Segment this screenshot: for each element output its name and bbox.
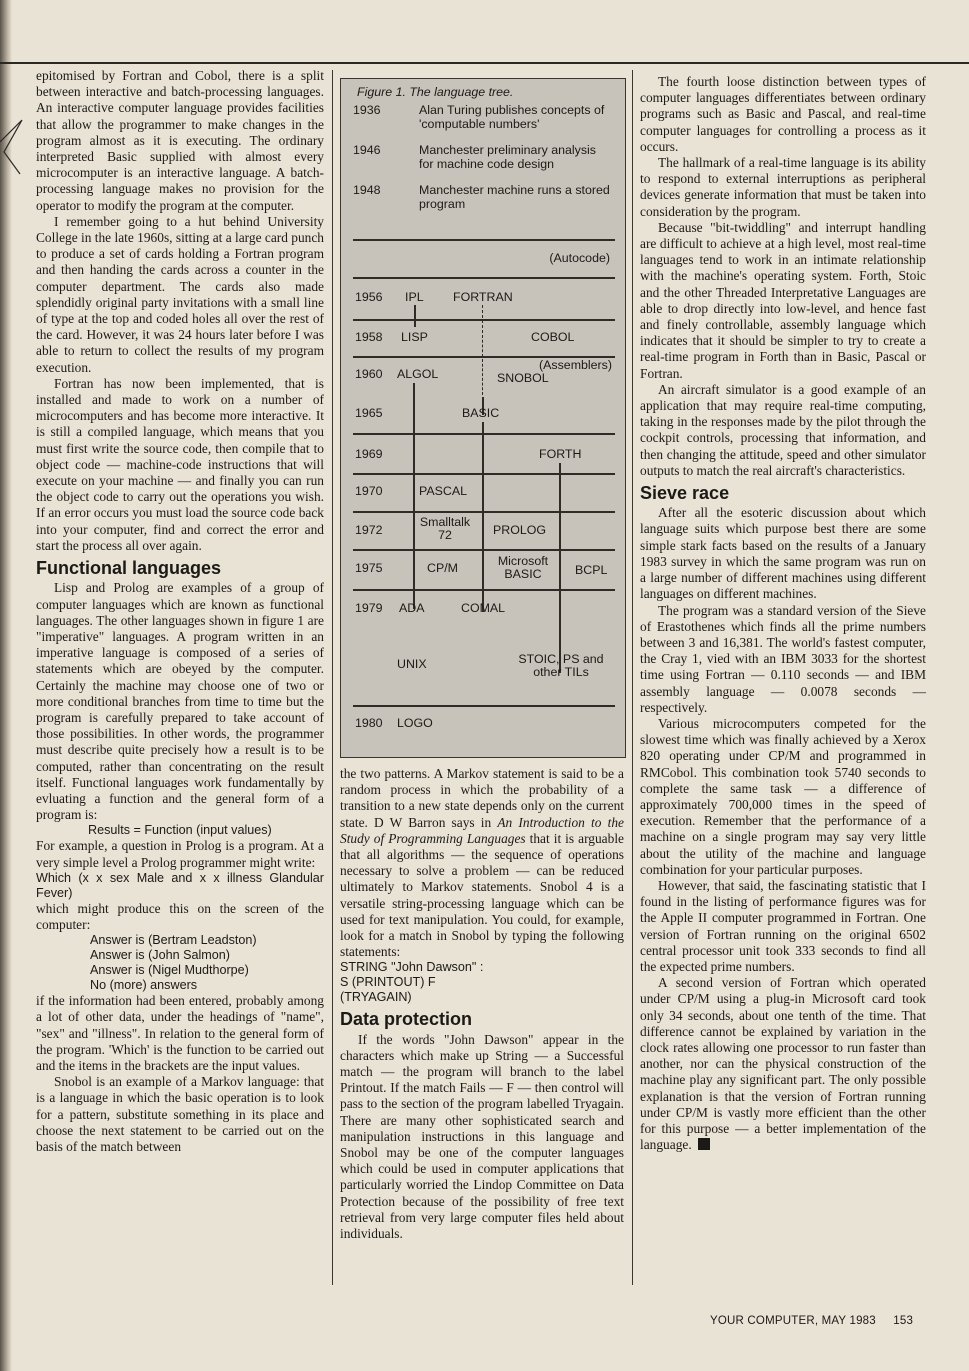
node-fortran: FORTRAN <box>453 290 513 304</box>
history-event: Manchester preliminary analysis for machine code design <box>419 143 596 171</box>
answer-line: No (more) answers <box>90 978 198 993</box>
year-1975: 1975 <box>355 561 383 575</box>
smalltalk-name: Smalltalk <box>419 515 471 529</box>
year-1969: 1969 <box>355 447 383 461</box>
history-event: Manchester machine runs a stored program <box>419 183 610 211</box>
paragraph-text: A second version of Fortran which operated under CP/M using a plug-in Microsoft card took only 34 seconds, about one tenth of the time. That difference cannot be explained by variation in the clock rates allowing one processor to run faster than another, nor can the physical construction of the machine play any significant part. The only possible explanation is that the version of Fortran running under CP/M is vastly more efficient than the other for this purpose — a better implementation of the language. <box>640 975 926 1153</box>
paragraph: Fortran has now been implemented, that is installed and made to work on a number of microcomputers and has become more interactive. It is still a compiled language, which means that you must first write the source code, then compile that to object code — machine-code instructions that will execute on your machine — and finally you can run the object code to carry out the operations you wish. If an error occurs you must load the source code back into your computer, find and correct the error and start the process all over again. <box>36 375 324 553</box>
magazine-name: YOUR COMPUTER, MAY 1983 <box>710 1315 876 1327</box>
smalltalk-version: 72 <box>438 528 452 542</box>
paragraph: The fourth loose distinction between types of computer languages differentiates between ordinary programs such as Basic and Pascal, and real-time computer languages for controlling a process as it occurs. <box>640 74 926 154</box>
branch-line <box>559 463 561 673</box>
column-middle <box>340 766 624 1242</box>
history-year: 1948 <box>353 183 381 197</box>
history-year: 1946 <box>353 143 381 157</box>
answer-line: Answer is (Nigel Mudthorpe) <box>90 963 249 978</box>
paragraph: Snobol is an example of a Markov language: that is a language in which the basic operation is to look for a pattern, substitute something in its place and choose the next statement to be carried out on the basis of the match between <box>36 1074 324 1154</box>
code-line: S (PRINTOUT) F <box>340 975 436 990</box>
history-year: 1936 <box>353 103 381 117</box>
page-number: 153 <box>893 1315 914 1327</box>
paragraph: Lisp and Prolog are examples of a group of computer languages which are known as functional languages. The other languages shown in figure 1 are "imperative" languages. A program written in an imperative language is composed of a series of statements which are obeyed by the computer. Certainly the machine may choose one of two or more conditional branches from time to time but the program is carefully prepared to take account of those possibilities. In other words, the programmer must describe quite precisely how a result is to be computed, rather than concentrating on the result itself. Functional languages work fundamentally by evluating a function and the general form of a program is: <box>36 580 324 823</box>
stoic-line2: other TILs <box>533 665 589 679</box>
microsoft-basic-line1: Microsoft <box>497 554 549 568</box>
section-heading-data-protection: Data protection <box>340 1009 473 1030</box>
branch-line <box>414 305 416 327</box>
tree-diagram <box>341 79 624 756</box>
year-1980: 1980 <box>355 716 383 730</box>
top-rule <box>0 62 969 64</box>
code-line: (TRYAGAIN) <box>340 990 412 1005</box>
node-logo: LOGO <box>397 716 433 730</box>
node-lisp: LISP <box>401 330 428 344</box>
year-1956: 1956 <box>355 290 383 304</box>
rule <box>353 705 615 707</box>
node-algol: ALGOL <box>397 367 439 381</box>
node-stoic <box>511 653 611 679</box>
node-ada: ADA <box>399 601 425 615</box>
pencil-mark-icon <box>0 112 30 192</box>
code-line: STRING "John Dawson" : <box>340 960 484 975</box>
node-cobol: COBOL <box>531 330 575 344</box>
branch-line <box>482 335 483 357</box>
column-divider <box>332 70 333 1285</box>
history-event: Alan Turing publishes concepts of 'computable numbers' <box>419 103 605 131</box>
rule <box>353 473 615 475</box>
node-snobol: SNOBOL <box>497 371 549 385</box>
paragraph: I remember going to a hut behind University College in the late 1960s, sitting at a large card punch to produce a set of cards holding a Fortran program and then handing the cards across a counter in the computer department. The cards also made splendidly original party invitations with a small line of type at the top and coded holes all over the rest of the card. However, it was 24 hours later before I was able to return to collect the results of my program execution. <box>36 213 324 375</box>
node-unix: UNIX <box>397 657 427 671</box>
node-smalltalk <box>415 516 475 542</box>
year-1960: 1960 <box>355 367 383 381</box>
rule <box>353 239 615 241</box>
paragraph: epitomised by Fortran and Cobol, there is a split between interactive and batch-processing languages. An interactive computer language provides facilities that allow the programmer to make changes in the program almost as it is executing. The ordinary interpreted Basic supplied with almost every microcomputer is an interactive language. A batch-processing language makes no provision for the operator to modify the program at the computer. <box>36 68 324 213</box>
end-mark-icon <box>698 1138 710 1150</box>
rule <box>353 319 615 321</box>
book-title: An Introduction to the Study of Programming Languages <box>340 814 624 846</box>
paragraph <box>640 975 926 1153</box>
year-1965: 1965 <box>355 406 383 420</box>
label-autocode: (Autocode) <box>549 251 610 265</box>
paragraph-text: the two patterns. A Markov statement is said to be a random process in which the probability of a transition to a new state depends only on the current state. D W Barron says in <box>340 766 624 830</box>
column-divider <box>632 70 633 1285</box>
rule <box>353 589 615 591</box>
paragraph: For example, a question in Prolog is a program. At a very simple level a Prolog programmer might write: <box>36 838 324 870</box>
page-footer <box>710 1315 913 1327</box>
figure-title: Figure 1. The language tree. <box>357 85 514 99</box>
paragraph <box>340 766 624 960</box>
paragraph: If the words "John Dawson" appear in the characters which make up String — a Successful match — the program will branch to the label Printout. If the match Fails — F — then control will pass to the section of the program labelled Tryagain. There are many other sophisticated search and manipulation instructions in this language and Snobol may be one of the computer languages which could be used in computer applications that particularly worried the Lindop Committee on Data Protection because of the possibility of free text retrieval from very large computer files held about individuals. <box>340 1031 624 1242</box>
rule <box>353 549 615 551</box>
branch-line <box>482 422 484 612</box>
paragraph: which might produce this on the screen of the computer: <box>36 900 324 932</box>
year-1979: 1979 <box>355 601 383 615</box>
rule <box>353 433 615 435</box>
paragraph: After all the esoteric discussion about which language suits which purpose best there are some simple stark facts based on the results of a January 1983 survey in which the same program was run on a large number of different machines using different languages on different machines. <box>640 505 926 602</box>
code-line: Results = Function (input values) <box>88 823 272 838</box>
year-1958: 1958 <box>355 330 383 344</box>
paragraph: Various microcomputers competed for the slowest time which was finally achieved by a Xerox 820 operating under CP/M and programmed in RMCobol. This combination took 5740 seconds to complete the same task — a difference of approximately 700,000 times in the speed of execution. Remember that the performance of a machine on a single program may say very little about the utility of the machine and language combination for your particular purposes. <box>640 715 926 877</box>
rule <box>353 511 615 513</box>
language-tree-figure <box>340 78 626 758</box>
node-ipl: IPL <box>405 290 424 304</box>
paragraph: The program was a standard version of the Sieve of Erastothenes which finds all the prime numbers between 3 and 16,381. The world's fastest computer, the Cray 1, vied with an IBM 3033 for the shortest time using Fortran — 0.110 seconds — and IBM assembly language — 0.0078 seconds — respectively. <box>640 602 926 715</box>
year-1972: 1972 <box>355 523 383 537</box>
microsoft-basic-line2: BASIC <box>504 567 542 581</box>
node-basic: BASIC <box>462 406 500 420</box>
paragraph: Because "bit-twiddling" and interrupt handling are difficult to achieve at a high level, most real-time languages tend to work in an intimate relationship with the machine's operating system. Forth, Stoic and the other Threaded Interpretative Languages are able to drop directly into low-level, and hence fast and finely controllable, assembly language which indicates that it should be simpler to try to create a real-time program in Forth than in Basic, Pascal or Fortran. <box>640 219 926 381</box>
branch-line <box>413 383 415 609</box>
section-heading-sieve-race: Sieve race <box>640 483 730 504</box>
answer-line: Answer is (John Salmon) <box>90 948 230 963</box>
binding-shadow <box>0 0 12 1371</box>
node-microsoft-basic <box>487 555 559 581</box>
paragraph: An aircraft simulator is a good example of an application that may require real-time computing, taking in the responses made by the pilot through the cockpit controls, processing that information, and then changing the attitude, speed and other simulator outputs to match the real aircraft's characteristics. <box>640 381 926 478</box>
label-assemblers: (Assemblers) <box>539 358 612 372</box>
node-comal: COMAL <box>461 601 506 615</box>
paragraph: if the information had been entered, probably among a lot of other data, under the headings of "name", "sex" and "illness". In relation to the general form of the program. 'Which' is the function to be carried out and the items in the brackets are the input values. <box>36 993 324 1073</box>
paragraph: The hallmark of a real-time language is its ability to respond to external interruptions as peripheral devices generate information that must be taken into consideration by the program. <box>640 155 926 219</box>
node-bcpl: BCPL <box>575 563 608 577</box>
column-left <box>36 68 324 1155</box>
node-pascal: PASCAL <box>419 484 467 498</box>
rule <box>353 277 615 279</box>
paragraph: However, that said, the fascinating statistic that I found in the listing of performance figures was for the Apple II computer programmed in Fortran. One version of Fortran running on the original 6502 central processor unit took 333 seconds to find all the expected prime numbers. <box>640 877 926 974</box>
node-prolog: PROLOG <box>493 523 547 537</box>
code-line: Which (x x sex Male and x x illness Glandular Fever) <box>36 870 324 900</box>
node-cpm: CP/M <box>427 561 458 575</box>
answer-line: Answer is (Bertram Leadston) <box>90 933 257 948</box>
section-heading-functional-languages: Functional languages <box>36 558 222 579</box>
column-right <box>640 74 926 1153</box>
paragraph-text: that it is arguable that all algorithms — the sequence of operations necessary to solve a problem — can be reduced ultimately to Markov statements. Snobol 4 is a versatile string-processing language which can be used for text manipulation. You could, for example, look for a match in Snobol by typing the following statements: <box>340 830 624 960</box>
node-forth: FORTH <box>539 447 582 461</box>
branch-line <box>482 359 483 395</box>
year-1970: 1970 <box>355 484 383 498</box>
stoic-line1: STOIC, PS and <box>518 652 604 666</box>
